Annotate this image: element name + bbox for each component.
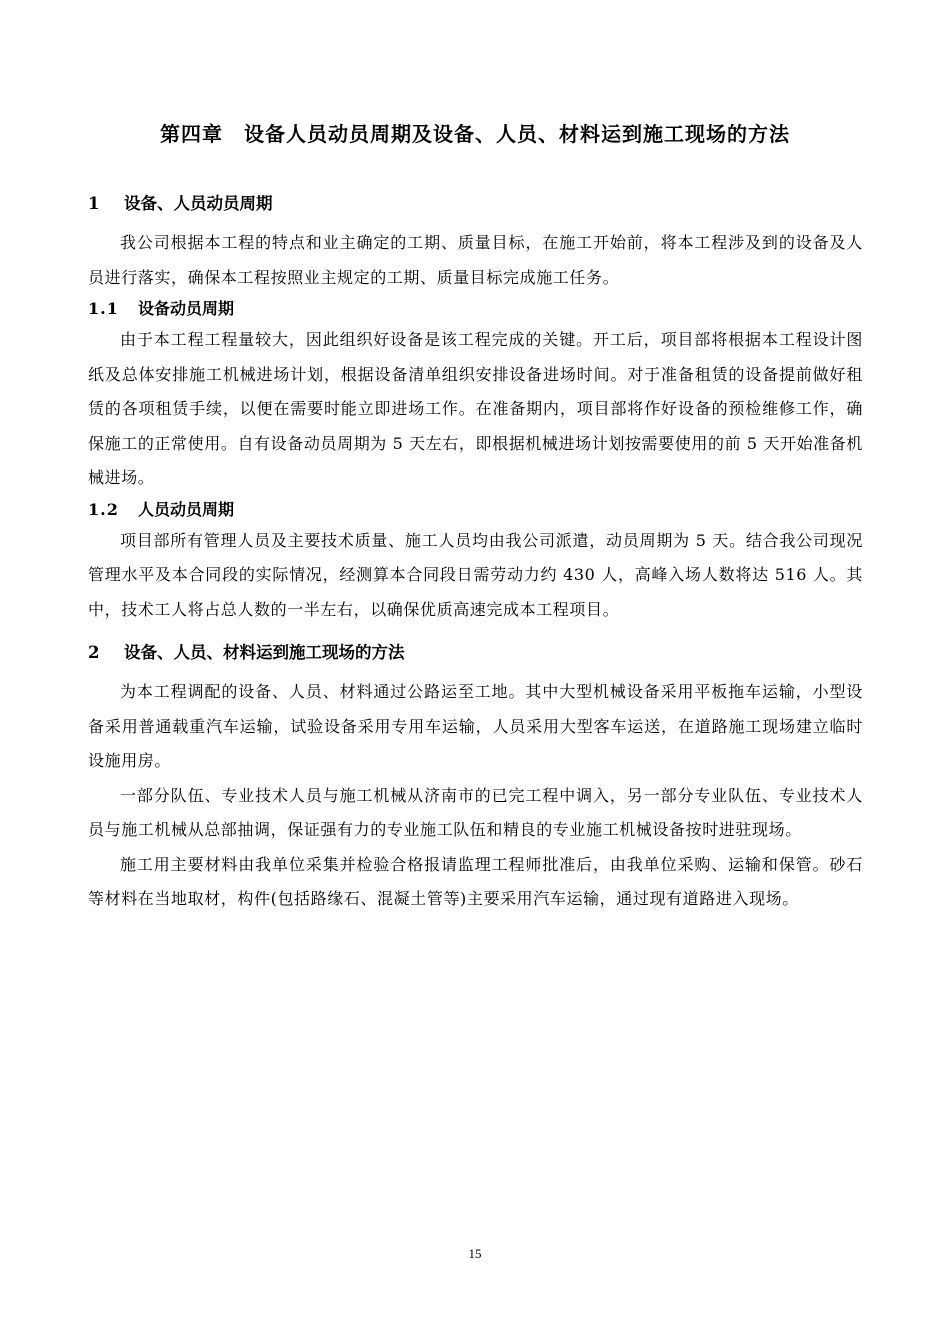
section-1-number: 1 [88,194,100,213]
section-1-2-title: 人员动员周期 [138,499,235,519]
section-1-1-heading [88,295,863,323]
page-number: 15 [468,1246,482,1261]
section-2-paragraph-3: 施工用主要材料由我单位采集并检验合格报请监理工程师批准后，由我单位采购、运输和保管。砂石等材料在当地取材，构件(包括路缘石、混凝土管等)主要采用汽车运输，通过现有道路进入现场。 [88,854,863,908]
section-1-1-paragraph: 由于本工程工程量较大，因此组织好设备是该工程完成的关键。开工后，项目部将根据本工程设计图纸及总体安排施工机械进场计划，根据设备清单组织安排设备进场时间。对于准备租赁的设备提前做好租赁的各项租赁手续，以便在需要时能立即进场工作。在准备期内，项目部将作好设备的预检维修工作，确保施工的正常使用。自有设备动员周期为 5 天左右，即根据机械进场计划按需要使用的前 5 天开始准备机械进场。 [88,330,863,487]
section-1-heading [88,190,863,218]
section-2-paragraph-2: 一部分队伍、专业技术人员与施工机械从济南市的已完工程中调入，另一部分专业队伍、专业技术人员与施工机械从总部抽调，保证强有力的专业施工队伍和精良的专业施工机械设备按时进驻现场。 [88,785,863,839]
section-1-1-number: 1.1 [88,299,119,318]
section-1-2-number: 1.2 [88,499,119,519]
section-1-2-paragraph: 项目部所有管理人员及主要技术质量、施工人员均由我公司派遣，动员周期为 5 天。结合我公司现况管理水平及本合同段的实际情况，经测算本合同段日需劳动力约 430 人，高峰入场人数将达 516 人。其中，技术工人将占总人数的一半左右，以确保优质高速完成本工程项目。 [88,530,863,619]
section-2-heading [88,639,863,667]
section-1-1-title: 设备动员周期 [138,299,235,318]
section-2-title: 设备、人员、材料运到施工现场的方法 [124,643,405,662]
section-1-paragraph: 我公司根据本工程的特点和业主确定的工期、质量目标，在施工开始前，将本工程涉及到的设备及人员进行落实，确保本工程按照业主规定的工期、质量目标完成施工任务。 [88,233,863,287]
chapter-title: 第四章 设备人员动员周期及设备、人员、材料运到施工现场的方法 [160,122,790,146]
section-1-title: 设备、人员动员周期 [124,194,273,213]
document-body [88,190,863,917]
section-2-number: 2 [88,643,100,662]
section-1-2-heading [88,496,863,524]
section-2-paragraph-1: 为本工程调配的设备、人员、材料通过公路运至工地。其中大型机械设备采用平板拖车运输，小型设备采用普通载重汽车运输，试验设备采用专用车运输，人员采用大型客车运送，在道路施工现场建立临时设施用房。 [88,682,863,770]
